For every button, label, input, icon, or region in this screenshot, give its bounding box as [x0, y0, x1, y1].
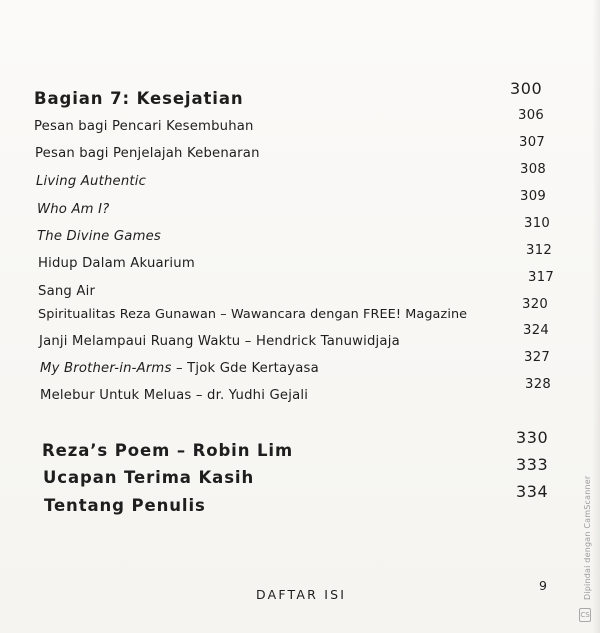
page-number: 9 — [539, 578, 547, 593]
toc-entry-1: Pesan bagi Pencari Kesembuhan — [34, 119, 254, 134]
toc-entry-2: Pesan bagi Penjelajah Kebenaran — [35, 146, 260, 161]
toc-entry-3: Living Authentic — [36, 174, 147, 189]
scan-edge — [592, 0, 600, 633]
toc-entry-2-page: 307 — [519, 135, 546, 150]
toc-entry-1-page: 306 — [518, 108, 545, 123]
toc-entry-6-page: 312 — [526, 243, 553, 258]
toc-entry-11-page: 328 — [525, 377, 552, 392]
camscanner-logo-icon: CS — [579, 608, 591, 622]
toc-entry-4-page: 309 — [520, 189, 547, 204]
section-heading: Bagian 7: Kesejatian — [34, 89, 244, 108]
closing-entry-2-page: 333 — [516, 455, 549, 474]
toc-entry-10-rest: – Tjok Gde Kertayasa — [171, 361, 319, 376]
section-heading-page: 300 — [510, 79, 543, 98]
toc-entry-7: Sang Air — [38, 284, 96, 299]
closing-entry-2: Ucapan Terima Kasih — [43, 468, 255, 487]
closing-entry-3: Tentang Penulis — [44, 496, 206, 515]
toc-entry-7-page: 317 — [528, 270, 555, 285]
closing-entry-3-page: 334 — [516, 482, 549, 501]
toc-entry-8-page: 320 — [522, 297, 549, 312]
toc-entry-4: Who Am I? — [37, 202, 110, 217]
toc-entry-10 — [40, 361, 319, 376]
scanner-watermark: Dipindai dengan CamScanner — [583, 475, 592, 600]
toc-entry-8: Spiritualitas Reza Gunawan – Wawancara dengan FREE! Magazine — [38, 307, 468, 322]
toc-entry-6: Hidup Dalam Akuarium — [38, 256, 195, 271]
toc-entry-5-page: 310 — [524, 216, 551, 231]
toc-entry-10-italic: My Brother-in-Arms — [40, 361, 172, 376]
toc-entry-11: Melebur Untuk Meluas – dr. Yudhi Gejali — [40, 388, 309, 403]
toc-entry-3-page: 308 — [520, 162, 547, 177]
toc-entry-9-page: 324 — [523, 323, 550, 338]
toc-entry-5: The Divine Games — [37, 229, 161, 244]
toc-entry-10-page: 327 — [524, 350, 551, 365]
toc-entry-9: Janji Melampaui Ruang Waktu – Hendrick Tanuwidjaja — [39, 334, 400, 349]
closing-entry-1: Reza’s Poem – Robin Lim — [42, 441, 294, 460]
running-footer-title: DAFTAR ISI — [256, 587, 347, 602]
closing-entry-1-page: 330 — [516, 428, 549, 447]
